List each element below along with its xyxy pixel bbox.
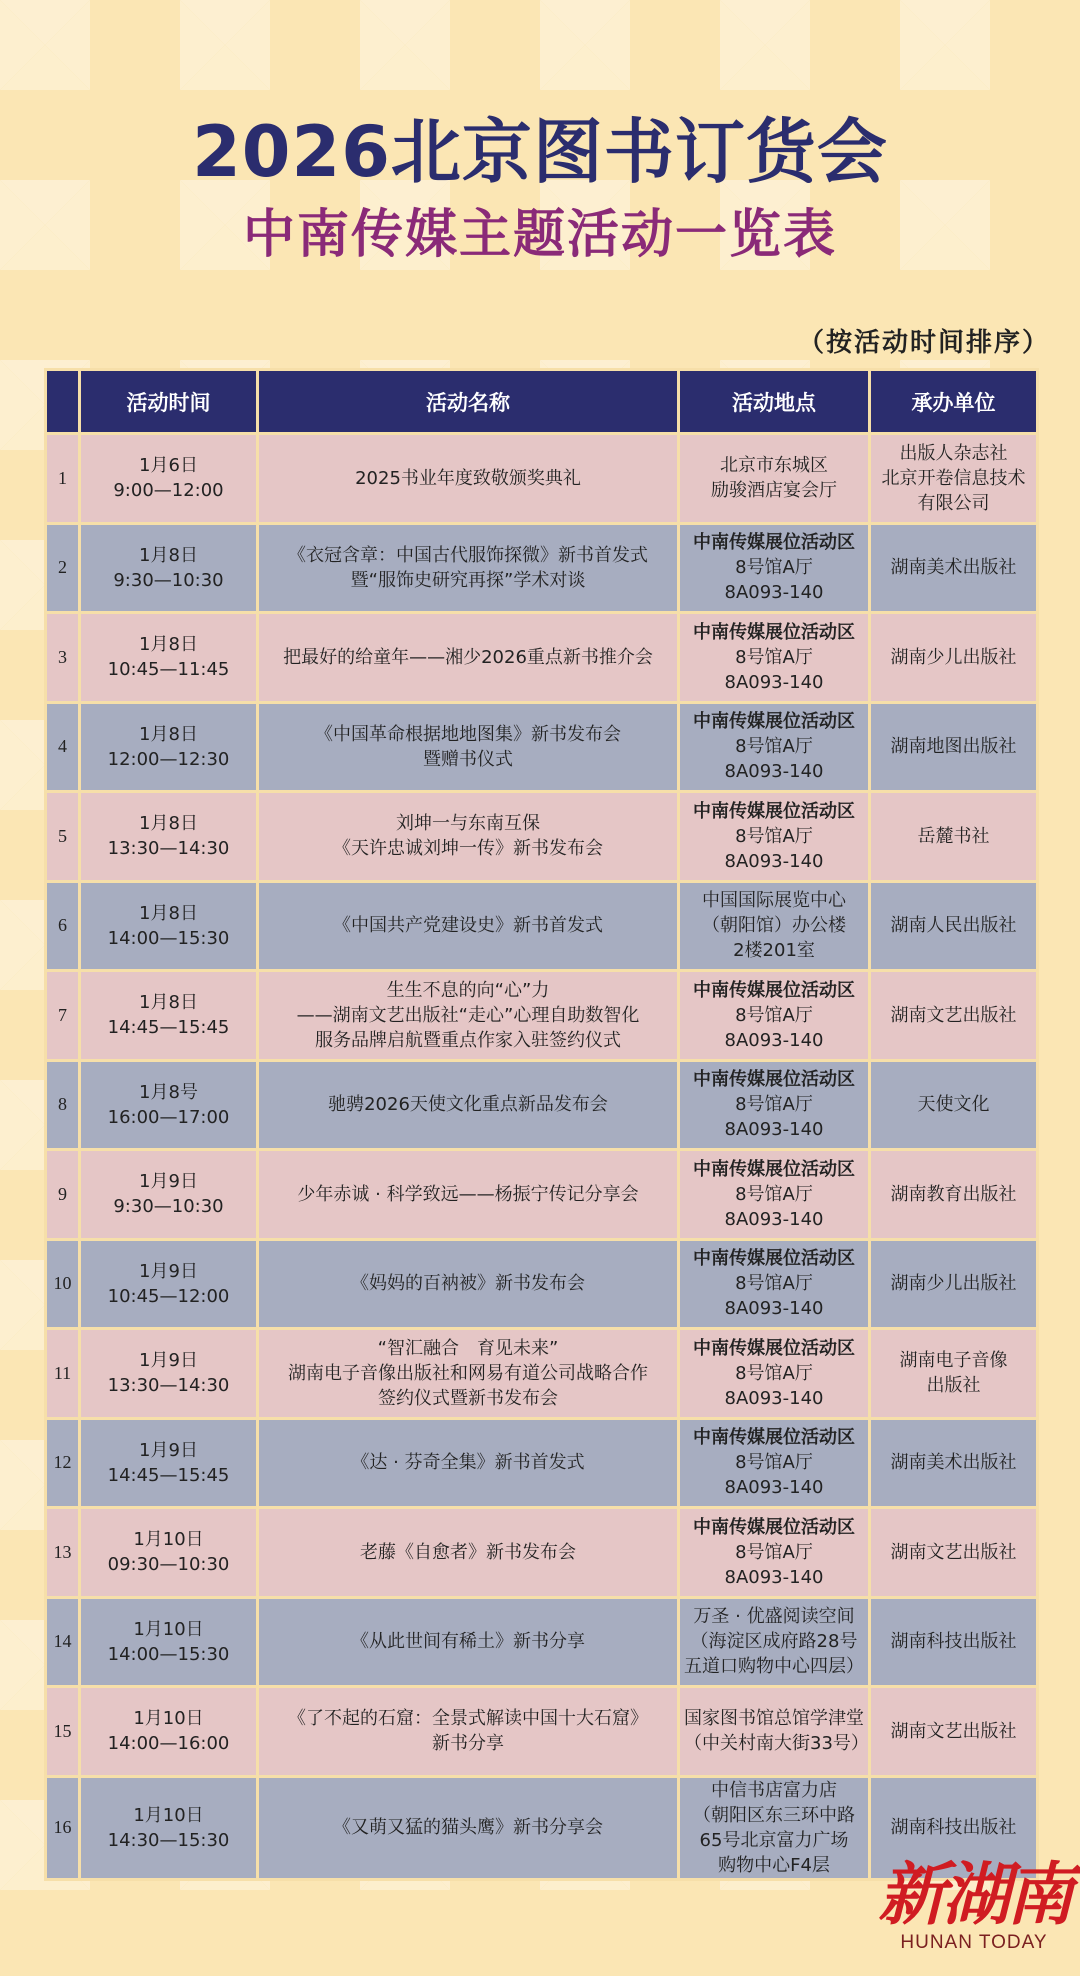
event-name [258,1776,679,1879]
venue-line: 中信书店富力店 [711,1779,837,1801]
event-venue [679,613,870,703]
table-row [46,1329,1038,1419]
event-host [870,1418,1038,1508]
row-number: 13 [46,1508,80,1598]
event-name [258,613,679,703]
venue-line: 8号馆A厅 [735,736,813,758]
venue-highlight: 中南传媒展位活动区 [693,1516,855,1538]
venue-line: 8A093-140 [724,850,824,872]
venue-highlight: 中南传媒展位活动区 [693,1337,855,1359]
event-host [870,1329,1038,1419]
table-row [46,1597,1038,1687]
event-host [870,702,1038,792]
host-line: 湖南人民出版社 [890,915,1017,937]
event-name-line: 把最好的给童年——湘少2026重点新书推介会 [283,646,653,668]
venue-line: 65号北京富力广场 [699,1829,849,1851]
event-hours: 12:00—12:30 [107,748,230,770]
event-name-line: 服务品牌启航暨重点作家入驻签约仪式 [315,1029,621,1051]
venue-highlight: 中南传媒展位活动区 [693,800,855,822]
event-hours: 10:45—12:00 [107,1285,230,1307]
event-host [870,613,1038,703]
event-name-line: 暨赠书仪式 [423,748,513,770]
event-name-line: 《又萌又猛的猫头鹰》新书分享会 [333,1817,603,1838]
event-time [80,1329,258,1419]
venue-line: 8号馆A厅 [735,1273,813,1295]
event-time [80,881,258,971]
table-row [46,702,1038,792]
event-time [80,1508,258,1598]
host-line: 湖南少儿出版社 [890,1273,1017,1295]
venue-line: （朝阳区东三环中路 [693,1804,855,1826]
host-line: 湖南美术出版社 [890,557,1017,579]
event-hours: 10:45—11:45 [107,659,230,681]
venue-line: 8A093-140 [724,1208,824,1230]
event-time [80,1597,258,1687]
event-hours: 09:30—10:30 [107,1554,230,1576]
event-host [870,523,1038,613]
event-host [870,881,1038,971]
event-host [870,1508,1038,1598]
venue-line: 8号馆A厅 [735,1183,813,1205]
table-row [46,1508,1038,1598]
event-venue [679,1239,870,1329]
event-time [80,1150,258,1240]
venue-line: 励骏酒店宴会厅 [711,480,837,502]
event-name-line: 生生不息的向“心”力 [386,979,550,1001]
row-number: 9 [46,1150,80,1240]
event-name-line: “智汇融合 育见未来” [377,1337,559,1359]
venue-line: 8A093-140 [724,1566,824,1588]
host-line: 湖南科技出版社 [890,1631,1017,1653]
host-line: 出版人杂志社 [899,442,1008,464]
row-number: 10 [46,1239,80,1329]
event-hours: 14:00—15:30 [107,927,230,949]
row-number: 11 [46,1329,80,1419]
event-hours: 13:30—14:30 [107,1375,230,1397]
event-venue [679,792,870,882]
event-name [258,1060,679,1150]
event-name [258,1597,679,1687]
event-date: 1月10日 [133,1804,204,1826]
event-venue [679,1060,870,1150]
venue-line: 8号馆A厅 [735,1541,813,1563]
event-name-line: 《天许忠诚刘坤一传》新书发布会 [333,838,603,860]
host-line: 湖南电子音像 [899,1350,1008,1372]
host-line: 湖南文艺出版社 [890,1004,1017,1026]
venue-line: （中关村南大街33号） [684,1733,869,1755]
host-line: 湖南科技出版社 [890,1817,1017,1838]
event-name-line: 少年赤诚 · 科学致远——杨振宁传记分享会 [297,1183,639,1205]
event-name [258,971,679,1061]
table-row [46,434,1038,524]
event-time [80,971,258,1061]
event-date: 1月8日 [139,723,198,745]
row-number: 8 [46,1060,80,1150]
hunan-today-logo [877,1855,1070,1954]
venue-line: 中国国际展览中心 [702,890,846,912]
column-header-name: 活动名称 [258,370,679,434]
event-name [258,1329,679,1419]
venue-line: 8A093-140 [724,1029,824,1051]
venue-highlight: 中南传媒展位活动区 [693,711,855,733]
event-name-line: 《妈妈的百衲被》新书发布会 [351,1273,585,1295]
event-hours: 14:00—16:00 [107,1733,230,1755]
event-name-line: 《中国共产党建设史》新书首发式 [333,915,603,937]
host-line: 北京开卷信息技术 [881,467,1026,489]
table-row [46,523,1038,613]
event-venue [679,881,870,971]
table-header-row [46,370,1038,434]
event-time [80,523,258,613]
table-row [46,1239,1038,1329]
event-time [80,434,258,524]
logo-mark: 新湖南 [877,1855,1070,1935]
venue-highlight: 中南传媒展位活动区 [693,532,855,554]
table-body [46,434,1038,1880]
event-date: 1月8日 [139,992,198,1014]
event-venue [679,1776,870,1879]
event-name [258,1239,679,1329]
venue-line: 8A093-140 [724,1387,824,1409]
row-number: 4 [46,702,80,792]
venue-line: 8号馆A厅 [735,557,813,579]
event-hours: 16:00—17:00 [107,1106,230,1128]
venue-line: 万圣 · 优盛阅读空间 [693,1606,855,1628]
event-date: 1月10日 [133,1618,204,1640]
event-date: 1月9日 [139,1260,198,1282]
column-header-host: 承办单位 [870,370,1038,434]
table-row [46,1150,1038,1240]
event-venue [679,1329,870,1419]
venue-line: 8A093-140 [724,582,824,604]
event-name-line: 2025书业年度致敬颁奖典礼 [355,467,581,489]
host-line: 出版社 [926,1375,981,1397]
table-row [46,971,1038,1061]
row-number: 7 [46,971,80,1061]
schedule-table [44,368,1039,1881]
table-row [46,1418,1038,1508]
venue-line: 北京市东城区 [720,455,828,477]
venue-highlight: 中南传媒展位活动区 [693,621,855,643]
sort-note: （按活动时间排序） [797,328,1050,358]
venue-line: 8号馆A厅 [735,1004,813,1026]
column-header-venue: 活动地点 [679,370,870,434]
event-host [870,1150,1038,1240]
venue-line: 8A093-140 [724,1477,824,1499]
venue-highlight: 中南传媒展位活动区 [693,979,855,1001]
event-time [80,1687,258,1777]
venue-line: 国家图书馆总馆学津堂 [684,1708,864,1730]
event-host [870,792,1038,882]
row-number: 5 [46,792,80,882]
table-row [46,792,1038,882]
event-host [870,1597,1038,1687]
event-time [80,1418,258,1508]
event-name-line: 驰骋2026天使文化重点新品发布会 [328,1094,608,1116]
event-name-line: 老藤《自愈者》新书发布会 [360,1541,576,1563]
event-date: 1月9日 [139,1350,198,1372]
event-date: 1月9日 [139,1439,198,1461]
table-row [46,1687,1038,1777]
event-name-line: 《了不起的石窟：全景式解读中国十大石窟》 [288,1708,648,1730]
event-date: 1月10日 [133,1708,204,1730]
event-date: 1月8日 [139,544,198,566]
event-venue [679,1150,870,1240]
event-date: 1月8号 [139,1081,198,1103]
event-time [80,1776,258,1879]
venue-line: 8号馆A厅 [735,1362,813,1384]
event-hours: 9:30—10:30 [113,569,224,591]
event-hours: 14:45—15:45 [107,1464,230,1486]
venue-line: （朝阳馆）办公楼 [702,915,846,937]
venue-highlight: 中南传媒展位活动区 [693,1248,855,1270]
event-date: 1月8日 [139,813,198,835]
event-time [80,1060,258,1150]
event-hours: 14:30—15:30 [107,1829,230,1851]
event-hours: 14:00—15:30 [107,1643,230,1665]
event-name-line: 《衣冠含章：中国古代服饰探微》新书首发式 [288,544,648,566]
event-venue [679,971,870,1061]
venue-line: 8号馆A厅 [735,646,813,668]
event-venue [679,1508,870,1598]
event-hours: 9:00—12:00 [113,480,224,502]
event-time [80,702,258,792]
venue-line: （海淀区成府路28号 [690,1631,858,1653]
event-venue [679,434,870,524]
event-date: 1月8日 [139,634,198,656]
host-line: 有限公司 [917,492,990,514]
event-name-line: 刘坤一与东南互保 [396,813,540,835]
event-name-line: ——湖南文艺出版社“走心”心理自助数智化 [296,1004,640,1026]
row-number: 6 [46,881,80,971]
venue-highlight: 中南传媒展位活动区 [693,1427,855,1449]
event-date: 1月10日 [133,1529,204,1551]
event-hours: 14:45—15:45 [107,1017,230,1039]
event-time [80,792,258,882]
event-date: 1月8日 [139,902,198,924]
venue-highlight: 中南传媒展位活动区 [693,1158,855,1180]
event-host [870,1687,1038,1777]
column-header-time: 活动时间 [80,370,258,434]
row-number: 1 [46,434,80,524]
event-venue [679,1687,870,1777]
table-row [46,881,1038,971]
event-venue [679,1418,870,1508]
event-name [258,792,679,882]
page-subtitle: 中南传媒主题活动一览表 [242,205,837,265]
event-name-line: 湖南电子音像出版社和网易有道公司战略合作 [288,1362,648,1384]
event-name-line: 《中国革命根据地地图集》新书发布会 [315,723,621,745]
event-host [870,1060,1038,1150]
host-line: 湖南教育出版社 [890,1183,1017,1205]
row-number: 16 [46,1776,80,1879]
event-time [80,613,258,703]
venue-line: 8号馆A厅 [735,1094,813,1116]
event-name-line: 暨“服饰史研究再探”学术对谈 [350,569,586,591]
event-name [258,1508,679,1598]
event-hours: 13:30—14:30 [107,838,230,860]
event-host [870,1239,1038,1329]
venue-line: 8A093-140 [724,1298,824,1320]
event-venue [679,523,870,613]
event-host [870,971,1038,1061]
event-name [258,1150,679,1240]
venue-line: 8A093-140 [724,761,824,783]
event-name [258,523,679,613]
venue-line: 8A093-140 [724,1119,824,1141]
venue-line: 8号馆A厅 [735,825,813,847]
event-name-line: 《从此世间有稀土》新书分享 [351,1631,585,1653]
event-name [258,881,679,971]
host-line: 岳麓书社 [917,825,990,847]
event-host [870,434,1038,524]
host-line: 湖南美术出版社 [890,1452,1017,1474]
row-number: 15 [46,1687,80,1777]
event-name-line: 签约仪式暨新书发布会 [378,1387,558,1409]
venue-highlight: 中南传媒展位活动区 [693,1069,855,1091]
host-line: 天使文化 [917,1094,990,1116]
row-number: 12 [46,1418,80,1508]
host-line: 湖南少儿出版社 [890,646,1017,668]
event-venue [679,1597,870,1687]
event-hours: 9:30—10:30 [113,1196,224,1218]
event-date: 1月6日 [139,455,198,477]
venue-line: 2楼201室 [733,940,815,962]
venue-line: 购物中心F4层 [718,1854,830,1876]
event-name-line: 新书分享 [432,1733,504,1755]
event-venue [679,702,870,792]
event-date: 1月9日 [139,1171,198,1193]
event-time [80,1239,258,1329]
venue-line: 五道口购物中心四层） [684,1656,864,1678]
event-name [258,1687,679,1777]
page-title: 2026北京图书订货会 [192,111,888,193]
event-name [258,434,679,524]
column-header-number [46,370,80,434]
event-name [258,702,679,792]
table-row [46,613,1038,703]
logo-subtitle: HUNAN TODAY [900,1932,1048,1953]
event-name-line: 《达 · 芬奇全集》新书首发式 [351,1452,585,1474]
venue-line: 8A093-140 [724,671,824,693]
host-line: 湖南地图出版社 [890,736,1017,758]
row-number: 3 [46,613,80,703]
venue-line: 8号馆A厅 [735,1452,813,1474]
row-number: 14 [46,1597,80,1687]
host-line: 湖南文艺出版社 [890,1541,1017,1563]
event-name [258,1418,679,1508]
table-row [46,1060,1038,1150]
row-number: 2 [46,523,80,613]
host-line: 湖南文艺出版社 [890,1720,1017,1742]
